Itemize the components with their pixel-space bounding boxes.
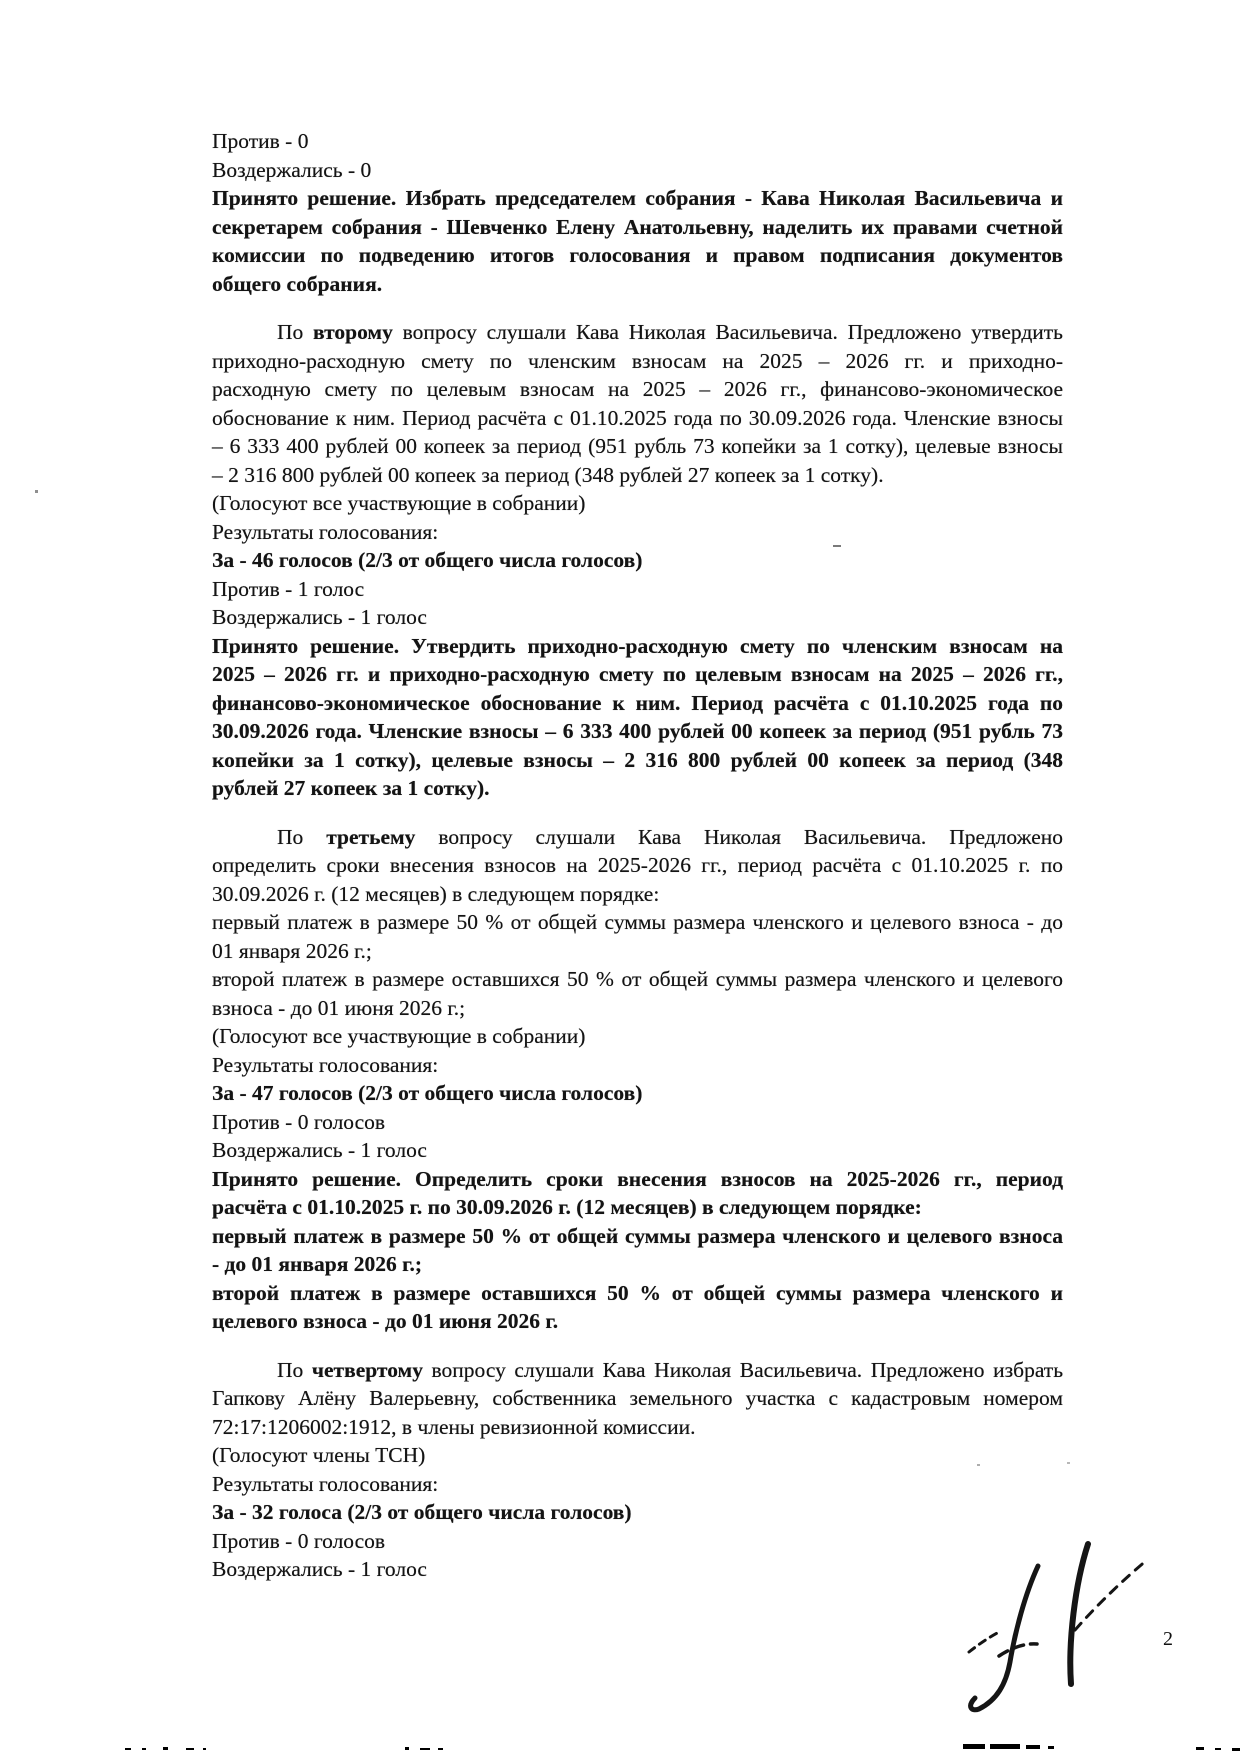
text-line: Воздержались - 0 <box>212 157 372 182</box>
text-line: Против - 0 голосов <box>212 1109 386 1134</box>
text-line: взноса - до 01 июня 2026 г.; <box>212 995 466 1020</box>
text-line: расчёта с 01.10.2025 г. по 30.09.2026 г. (12 месяцев) в следующем порядке: <box>212 1195 922 1219</box>
text-line: приходно-расходную смету по членским взносам на 2025 – 2026 гг. и приходно- <box>212 348 1063 373</box>
signature <box>955 1532 1160 1727</box>
text-line: Против - 1 голос <box>212 576 365 601</box>
scan-speck <box>35 490 38 493</box>
paragraph <box>212 1051 1063 1080</box>
text-line: общего собрания. <box>212 271 383 296</box>
text-line: По третьему вопросу слушали Кава Николая Васильевича. Предложено <box>277 824 1063 849</box>
scan-artifact <box>1215 1748 1221 1750</box>
paragraph <box>212 546 1063 575</box>
text-line: Результаты голосования: <box>212 1052 439 1077</box>
text-line: За - 32 голоса (2/3 от общего числа голосов) <box>212 1500 632 1524</box>
text-line: обоснование к ним. Период расчёта с 01.10.2025 года по 30.09.2026 года. Членские взносы <box>212 405 1063 430</box>
paragraph <box>212 489 1063 518</box>
paragraph <box>212 965 1063 1022</box>
text-line: второй платеж в размере оставшихся 50 % от общей суммы размера членского и целевого <box>212 967 1063 991</box>
paragraph <box>212 1022 1063 1051</box>
scan-artifact <box>125 1748 131 1750</box>
text-line: 2025 – 2026 гг. и приходно-расходную смету по целевым взносам на 2025 – 2026 гг., <box>212 662 1063 686</box>
text-line: копейки за 1 сотку), целевые взносы – 2 316 800 рублей 00 копеек за период (348 <box>212 747 1063 772</box>
paragraph <box>212 1108 1063 1137</box>
paragraph <box>212 1498 1063 1527</box>
text-line: По второму вопросу слушали Кава Николая Васильевича. Предложено утвердить <box>277 320 1063 344</box>
text-line: (Голосуют все участвующие в собрании) <box>212 1024 586 1048</box>
text-line: первый платеж в размере 50 % от общей суммы размера членского и целевого взноса - до <box>212 910 1063 934</box>
scan-artifact <box>203 1748 206 1750</box>
paragraph <box>212 318 1063 489</box>
scan-artifact <box>438 1748 443 1750</box>
scan-artifact <box>405 1747 409 1750</box>
paragraph <box>212 632 1063 803</box>
text-line: Против - 0 <box>212 129 309 153</box>
text-line: Принято решение. Избрать председателем собрания - Кава Николая Васильевича и <box>212 186 1063 210</box>
paragraph <box>212 127 1063 156</box>
text-line: секретарем собрания - Шевченко Елену Анатольевну, наделить их правами счетной <box>212 214 1063 239</box>
text-line: целевого взноса - до 01 июня 2026 г. <box>212 1309 559 1333</box>
paragraph <box>212 518 1063 547</box>
text-line: (Голосуют все участвующие в собрании) <box>212 491 586 515</box>
text-line: Воздержались - 1 голос <box>212 605 427 629</box>
paragraph <box>212 1555 1063 1584</box>
text-line: За - 46 голосов (2/3 от общего числа голосов) <box>212 548 643 572</box>
scan-artifact <box>963 1744 985 1749</box>
paragraph <box>212 184 1063 298</box>
text-line: 01 января 2026 г.; <box>212 938 372 963</box>
text-line: – 2 316 800 рублей 00 копеек за период (348 рублей 27 копеек за 1 сотку). <box>212 462 884 487</box>
text-line: Воздержались - 1 голос <box>212 1138 427 1162</box>
text-line: За - 47 голосов (2/3 от общего числа голосов) <box>212 1081 643 1105</box>
scan-artifact <box>420 1748 430 1750</box>
text-line: Воздержались - 1 голос <box>212 1557 427 1581</box>
text-line: Результаты голосования: <box>212 1471 439 1496</box>
text-line: первый платеж в размере 50 % от общей суммы размера членского и целевого взноса <box>212 1223 1063 1248</box>
paragraph <box>212 908 1063 965</box>
text-line: определить сроки внесения взносов на 2025-2026 гг., период расчёта с 01.10.2025 г. по <box>212 853 1063 877</box>
paragraph <box>212 1079 1063 1108</box>
paragraph <box>212 1356 1063 1442</box>
page-number: 2 <box>1163 1628 1173 1650</box>
text-line: расходную смету по целевым взносам на 2025 – 2026 гг., финансово-экономическое <box>212 377 1063 401</box>
paragraph <box>212 1441 1063 1470</box>
scan-artifact <box>990 1744 1020 1749</box>
scan-speck <box>977 1464 980 1466</box>
text-line: – 6 333 400 рублей 00 копеек за период (951 рубль 73 копейки за 1 сотку), целевые взносы <box>212 434 1063 458</box>
text-line: рублей 27 копеек за 1 сотку). <box>212 776 490 800</box>
text-line: Гапкову Алёну Валерьевну, собственника земельного участка с кадастровым номером <box>212 1386 1063 1410</box>
scan-artifact <box>1048 1746 1054 1749</box>
paragraph <box>212 1527 1063 1556</box>
paragraph <box>212 575 1063 604</box>
scan-artifact <box>1026 1745 1040 1749</box>
text-line: (Голосуют члены ТСН) <box>212 1443 426 1467</box>
text-line: Результаты голосования: <box>212 519 439 544</box>
text-line: 30.09.2026 г. (12 месяцев) в следующем порядке: <box>212 881 660 906</box>
paragraph <box>212 823 1063 909</box>
paragraph <box>212 1165 1063 1336</box>
scan-artifact <box>186 1748 194 1750</box>
document-text <box>212 127 1063 1584</box>
scan-artifact <box>142 1748 146 1750</box>
paragraph <box>212 1136 1063 1165</box>
text-line: Принято решение. Определить сроки внесения взносов на 2025-2026 гг., период <box>212 1166 1063 1191</box>
paragraph <box>212 156 1063 185</box>
scan-speck <box>1067 1462 1070 1464</box>
text-line: комиссии по подведению итогов голосования и правом подписания документов <box>212 243 1063 267</box>
text-line: По четвертому вопросу слушали Кава Николая Васильевича. Предложено избрать <box>277 1357 1064 1382</box>
paragraph <box>212 1470 1063 1499</box>
text-line: 30.09.2026 года. Членские взносы – 6 333 400 рублей 00 копеек за период (951 рубль 73 <box>212 719 1063 743</box>
text-line: финансово-экономическое обоснование к ним. Период расчёта с 01.10.2025 года по <box>212 690 1063 715</box>
text-line: 72:17:1206002:1912, в члены ревизионной комиссии. <box>212 1414 696 1439</box>
text-line: - до 01 января 2026 г.; <box>212 1252 423 1276</box>
text-line: Принято решение. Утвердить приходно-расходную смету по членским взносам на <box>212 633 1063 658</box>
text-line: второй платеж в размере оставшихся 50 % от общей суммы размера членского и <box>212 1280 1063 1305</box>
paragraph <box>212 603 1063 632</box>
scan-artifact <box>1232 1748 1240 1751</box>
scan-artifact <box>1196 1747 1204 1750</box>
scan-speck <box>833 545 841 547</box>
text-line: Против - 0 голосов <box>212 1528 386 1553</box>
scan-artifact <box>163 1747 168 1750</box>
